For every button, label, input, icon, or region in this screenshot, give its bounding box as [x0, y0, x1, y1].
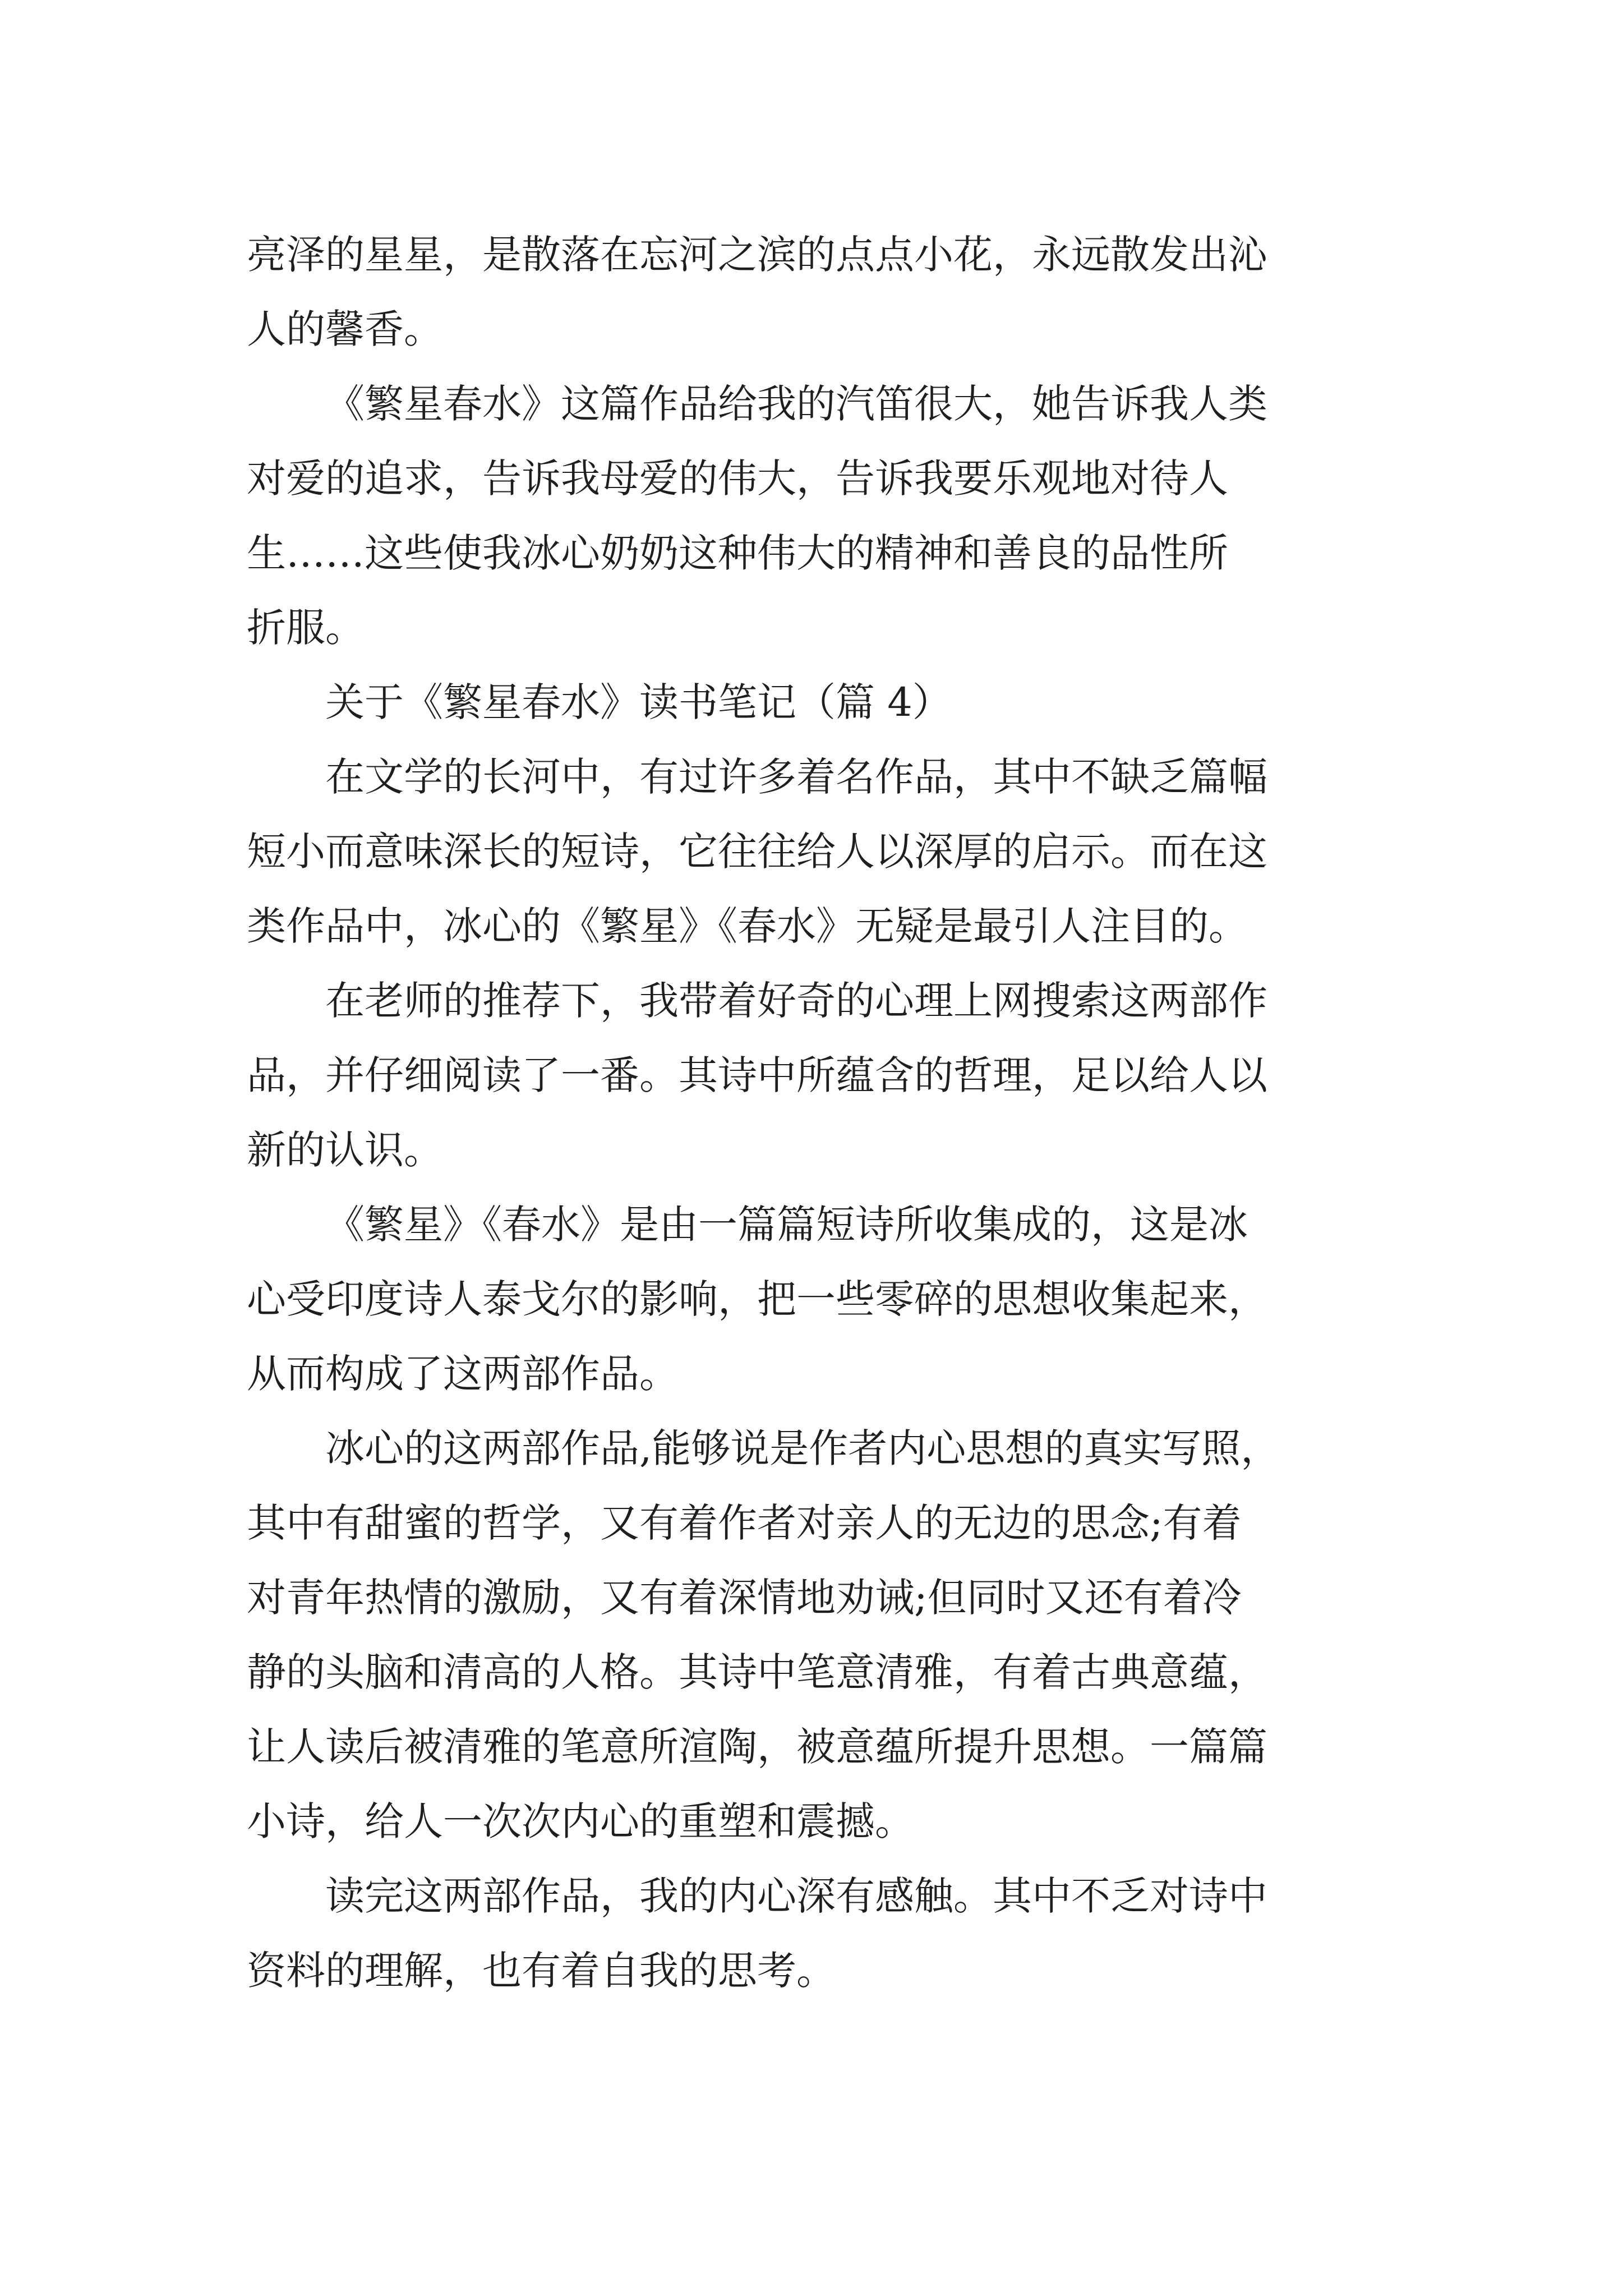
text-line: 资料的理解，也有着自我的思考。 — [247, 1948, 836, 1994]
paragraph-7 — [247, 1859, 1382, 2008]
text-line: 短小而意味深长的短诗，它往往给人以深厚的启示。而在这 — [247, 829, 1267, 875]
text-line: 在文学的长河中，有过许多着名作品，其中不缺乏篇幅 — [325, 754, 1267, 800]
text-line: 心受印度诗人泰戈尔的影响，把一些零碎的思想收集起来， — [247, 1276, 1267, 1322]
paragraph-5 — [247, 1188, 1382, 1411]
text-line: 读完这两部作品，我的内心深有感触。其中不乏对诗中 — [325, 1873, 1267, 1919]
text-line: 小诗，给人一次次内心的重塑和震撼。 — [247, 1798, 914, 1844]
text-line: 生……这些使我冰心奶奶这种伟大的精神和善良的品性所 — [247, 530, 1228, 576]
text-line: 静的头脑和清高的人格。其诗中笔意清雅，有着古典意蕴， — [247, 1649, 1267, 1695]
document-page — [247, 218, 1382, 2008]
text-line: 《繁星春水》这篇作品给我的汽笛很大，她告诉我人类 — [325, 381, 1267, 427]
paragraph-1 — [247, 218, 1382, 367]
text-line: 亮泽的星星，是散落在忘河之滨的点点小花，永远散发出沁 — [247, 232, 1267, 278]
text-line: 从而构成了这两部作品。 — [247, 1351, 679, 1397]
paragraph-6 — [247, 1411, 1382, 1859]
paragraph-2 — [247, 367, 1382, 665]
text-line: 其中有甜蜜的哲学，又有着作者对亲人的无边的思念;有着 — [247, 1500, 1242, 1546]
paragraph-4 — [247, 964, 1382, 1188]
heading-text: 关于《繁星春水》读书笔记（篇 4） — [325, 679, 952, 725]
text-line: 类作品中，冰心的《繁星》《春水》无疑是最引人注目的。 — [247, 903, 1248, 949]
text-line: 对爱的追求，告诉我母爱的伟大，告诉我要乐观地对待人 — [247, 455, 1228, 501]
section-heading — [247, 665, 1382, 740]
paragraph-3 — [247, 740, 1382, 964]
text-line: 在老师的推荐下，我带着好奇的心理上网搜索这两部作 — [325, 978, 1267, 1024]
text-line: 折服。 — [247, 605, 365, 651]
text-line: 品，并仔细阅读了一番。其诗中所蕴含的哲理，足以给人以 — [247, 1052, 1267, 1098]
text-line: 人的馨香。 — [247, 306, 443, 352]
text-line: 新的认识。 — [247, 1127, 443, 1173]
text-line: 冰心的这两部作品,能够说是作者内心思想的真实写照， — [325, 1425, 1280, 1471]
text-line: 让人读后被清雅的笔意所渲陶，被意蕴所提升思想。一篇篇 — [247, 1724, 1267, 1770]
text-line: 《繁星》《春水》是由一篇篇短诗所收集成的，这是冰 — [325, 1202, 1248, 1248]
text-line: 对青年热情的激励，又有着深情地劝诫;但同时又还有着冷 — [247, 1575, 1242, 1621]
